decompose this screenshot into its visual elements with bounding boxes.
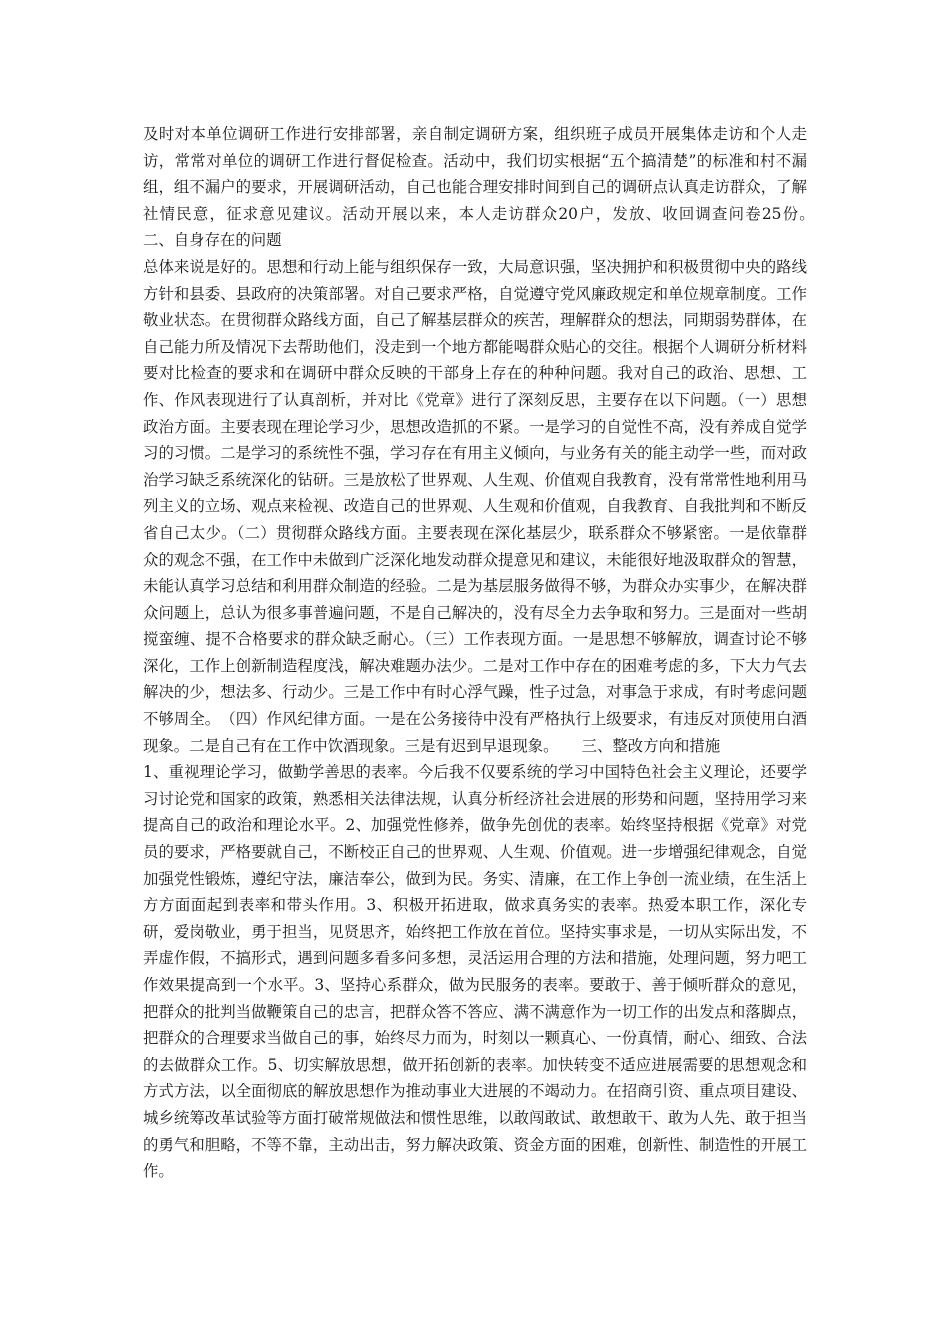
paragraph-2: 总体来说是好的。思想和行动上能与组织保存一致，大局意识强，坚决拥护和积极贯彻中央的路线方针和县委、县政府的决策部署。对自己要求严格，自觉遵守党风廉政规定和单位规章制度。工作敬业状态。在贯彻群众路线方面，自己了解基层群众的疾苦，理解群众的想法，同期弱势群体，在自己能力所及情况下去帮助他们，没走到一个地方都能喝群众贴心的交往。根据个人调研分析材料要对比检查的要求和在调研中群众反映的干部身上存在的种种问题。我对自己的政治、思想、工作、作风表现进行了认真剖析，并对比《党章》进行了深刻反思，主要存在以下问题。（一）思想政治方面。主要表现在理论学习少，思想改造抓的不紧。一是学习的自觉性不高，没有养成自觉学习的习惯。二是学习的系统性不强，学习存在有用主义倾向，与业务有关的能主动学一些，而对政治学习缺乏系统深化的钻研。三是放松了世界观、人生观、价值观自我教育，没有常常性地利用马列主义的立场、观点来检视、改造自己的世界观、人生观和价值观，自我教育、自我批判和不断反省自己太少。（二）贯彻群众路线方面。主要表现在深化基层少，联系群众不够紧密。一是依靠群众的观念不强，在工作中未做到广泛深化地发动群众提意见和建议，未能很好地汲取群众的智慧，未能认真学习总结和利用群众制造的经验。二是为基层服务做得不够，为群众办实事少，在解决群众问题上，总认为很多事普遍问题，不是自己解决的，没有尽全力去争取和努力。三是面对一些胡搅蛮缠、提不合格要求的群众缺乏耐心。（三）工作表现方面。一是思想不够解放，调查讨论不够深化，工作上创新制造程度浅，解决难题办法少。二是对工作中存在的困难考虑的多，下大力气去解决的少，想法多、行动少。三是工作中有时心浮气躁，性子过急，对事急于求成，有时考虑问题不够周全。 （四）作风纪律方面。一是在公务接待中没有严格执行上级要求，有违反对顶使用白酒现象。二是自己有在工作中饮酒现象。三是有迟到早退现象。 三、整改方向和措施 bbox=[143, 257, 807, 755]
paragraph-3: 1、重视理论学习，做勤学善思的表率。今后我不仅要系统的学习中国特色社会主义理论，还要学习讨论党和国家的政策，熟悉相关法律法规，认真分析经济社会进展的形势和问题，坚持用学习来提高自己的政治和理论水平。2、加强党性修养，做争先创优的表率。始终坚持根据《党章》对党员的要求，严格要就自己，不断校正自己的世界观、人生观、价值观。进一步增强纪律观念，自觉加强党性锻炼，遵纪守法，廉洁奉公，做到为民。务实、清廉，在工作上争创一流业绩，在生活上方方面面起到表率和带头作用。3、积极开拓进取，做求真务实的表率。热爱本职工作，深化专研，爱岗敬业，勇于担当，见贤思齐，始终把工作放在首位。坚持实事求是，一切从实际出发，不弄虚作假，不搞形式，遇到问题多看多问多想，灵活运用合理的方法和措施，处理问题，努力吧工作效果提高到一个水平。3、坚持心系群众，做为民服务的表率。要敢于、善于倾听群众的意见，把群众的批判当做鞭策自己的忠言，把群众答不答应、满不满意作为一切工作的出发点和落脚点，把群众的合理要求当做自己的事，始终尽力而为，时刻以一颗真心、一份真情，耐心、细致、合法的去做群众工作。5、切实解放思想，做开拓创新的表率。加快转变不适应进展需要的思想观念和方式方法，以全面彻底的解放思想作为推动事业大进展的不竭动力。在招商引资、重点项目建设、城乡统筹改革试验等方面打破常规做法和惯性思维，以敢闯敢试、敢想敢干、敢为人先、敢于担当的勇气和胆略，不等不靠，主动出击，努力解决政策、资金方面的困难，创新性、制造性的开展工作。 bbox=[143, 763, 807, 1181]
document-body bbox=[143, 121, 838, 1185]
paragraph-1: 及时对本单位调研工作进行安排部署，亲自制定调研方案，组织班子成员开展集体走访和个人走访，常常对单位的调研工作进行督促检查。活动中，我们切实根据“五个搞清楚”的标准和村不漏组，组不漏户的要求，开展调研活动，自己也能合理安排时间到自己的调研点认真走访群众，了解社情民意，征求意见建议。活动开展以来，本人走访群众20户，发放、收回调查问卷25份。 二、自身存在的问题 bbox=[143, 125, 838, 250]
